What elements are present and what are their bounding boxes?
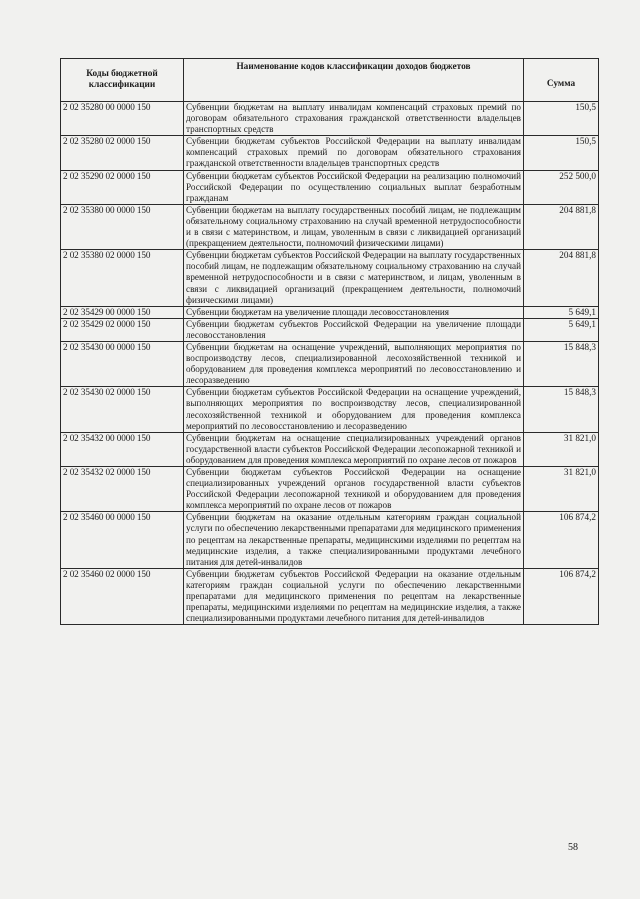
table-row bbox=[61, 387, 599, 432]
amount-cell: 15 848,3 bbox=[524, 341, 599, 386]
description-cell: Субвенции бюджетам субъектов Российской Федерации на оказание отдельным категориям граждан социальной услуги по обеспечению лекарственными препаратами для медицинского применения по рецептам на лекарственные препараты, медицинскими изделиями по рецептам на медицинские изделия, а также специализированными продуктами лечебного питания для детей-инвалидов bbox=[184, 568, 524, 624]
budget-code-cell: 2 02 35429 00 0000 150 bbox=[61, 306, 184, 318]
description-cell: Субвенции бюджетам на выплату инвалидам компенсаций страховых премий по договорам обязательного страхования гражданской ответственности владельцев транспортных средств bbox=[184, 102, 524, 136]
table-row bbox=[61, 512, 599, 568]
amount-cell: 106 874,2 bbox=[524, 568, 599, 624]
amount-cell: 106 874,2 bbox=[524, 512, 599, 568]
description-cell: Субвенции бюджетам субъектов Российской Федерации на оснащение специализированных учреждений органов государственной власти субъектов Российской Федерации лесопожарной техникой и оборудованием для проведения комплекса мероприятий по охране лесов от пожаров bbox=[184, 467, 524, 512]
amount-cell: 5 649,1 bbox=[524, 306, 599, 318]
budget-code-cell: 2 02 35430 00 0000 150 bbox=[61, 341, 184, 386]
budget-code-cell: 2 02 35429 02 0000 150 bbox=[61, 318, 184, 341]
table-row bbox=[61, 204, 599, 249]
table-row bbox=[61, 306, 599, 318]
budget-code-cell: 2 02 35432 00 0000 150 bbox=[61, 432, 184, 466]
table-row bbox=[61, 568, 599, 624]
amount-cell: 150,5 bbox=[524, 102, 599, 136]
description-cell: Субвенции бюджетам субъектов Российской Федерации на реализацию полномочий Российской Федерации по осуществлению социальных выплат безработным гражданам bbox=[184, 170, 524, 204]
budget-code-cell: 2 02 35380 00 0000 150 bbox=[61, 204, 184, 249]
budget-code-cell: 2 02 35380 02 0000 150 bbox=[61, 250, 184, 306]
description-cell: Субвенции бюджетам на выплату государственных пособий лицам, не подлежащим обязательному социальному страхованию на случай временной нетрудоспособности и в связи с материнством, и лицам, уволенным в связи с ликвидацией организаций (прекращением деятельности, полномочий физическими лицами) bbox=[184, 204, 524, 249]
description-cell: Субвенции бюджетам субъектов Российской Федерации на оснащение учреждений, выполняющих мероприятия по воспроизводству лесов, специализированной лесохозяйственной техникой и оборудованием для проведения комплекса мероприятий по лесовосстановлению и лесоразведению bbox=[184, 387, 524, 432]
amount-cell: 15 848,3 bbox=[524, 387, 599, 432]
table-body bbox=[61, 102, 599, 625]
budget-code-cell: 2 02 35460 00 0000 150 bbox=[61, 512, 184, 568]
amount-cell: 204 881,8 bbox=[524, 204, 599, 249]
header-sum: Сумма bbox=[524, 59, 599, 102]
description-cell: Субвенции бюджетам субъектов Российской Федерации на выплату государственных пособий лицам, не подлежащим обязательному социальному страхованию на случай временной нетрудоспособности и в связи с материнством, и лицам, уволенным в связи с ликвидацией организаций (прекращением деятельности, полномочий физическими лицами) bbox=[184, 250, 524, 306]
amount-cell: 31 821,0 bbox=[524, 432, 599, 466]
header-name: Наименование кодов классификации доходов бюджетов bbox=[184, 59, 524, 102]
description-cell: Субвенции бюджетам субъектов Российской Федерации на увеличение площади лесовосстановления bbox=[184, 318, 524, 341]
table-row bbox=[61, 318, 599, 341]
table-row bbox=[61, 170, 599, 204]
amount-cell: 204 881,8 bbox=[524, 250, 599, 306]
budget-code-cell: 2 02 35280 02 0000 150 bbox=[61, 136, 184, 170]
table-row bbox=[61, 102, 599, 136]
budget-classification-table bbox=[60, 58, 599, 625]
budget-code-cell: 2 02 35290 02 0000 150 bbox=[61, 170, 184, 204]
description-cell: Субвенции бюджетам на оснащение специализированных учреждений органов государственной власти субъектов Российской Федерации лесопожарной техникой и оборудованием для проведения комплекса мероприятий по охране лесов от пожаров bbox=[184, 432, 524, 466]
table-header-row bbox=[61, 59, 599, 102]
budget-code-cell: 2 02 35460 02 0000 150 bbox=[61, 568, 184, 624]
amount-cell: 31 821,0 bbox=[524, 467, 599, 512]
table-row bbox=[61, 136, 599, 170]
description-cell: Субвенции бюджетам на оказание отдельным категориям граждан социальной услуги по обеспечению лекарственными препаратами для медицинского применения по рецептам на лекарственные препараты, медицинскими изделиями по рецептам на медицинские изделия, а также специализированными продуктами лечебного питания для детей-инвалидов bbox=[184, 512, 524, 568]
table-row bbox=[61, 432, 599, 466]
description-cell: Субвенции бюджетам субъектов Российской Федерации на выплату инвалидам компенсаций страховых премий по договорам обязательного страхования гражданской ответственности владельцев транспортных средств bbox=[184, 136, 524, 170]
budget-code-cell: 2 02 35280 00 0000 150 bbox=[61, 102, 184, 136]
amount-cell: 252 500,0 bbox=[524, 170, 599, 204]
budget-code-cell: 2 02 35432 02 0000 150 bbox=[61, 467, 184, 512]
amount-cell: 150,5 bbox=[524, 136, 599, 170]
table-row bbox=[61, 250, 599, 306]
table-row bbox=[61, 341, 599, 386]
description-cell: Субвенции бюджетам на увеличение площади лесовосстановления bbox=[184, 306, 524, 318]
page-number: 58 bbox=[568, 842, 578, 853]
budget-code-cell: 2 02 35430 02 0000 150 bbox=[61, 387, 184, 432]
table-row bbox=[61, 467, 599, 512]
header-code: Коды бюджетной классификации bbox=[61, 59, 184, 102]
amount-cell: 5 649,1 bbox=[524, 318, 599, 341]
description-cell: Субвенции бюджетам на оснащение учреждений, выполняющих мероприятия по воспроизводству лесов, специализированной лесохозяйственной техникой и оборудованием для проведения комплекса мероприятий по лесовосстановлению и лесоразведению bbox=[184, 341, 524, 386]
